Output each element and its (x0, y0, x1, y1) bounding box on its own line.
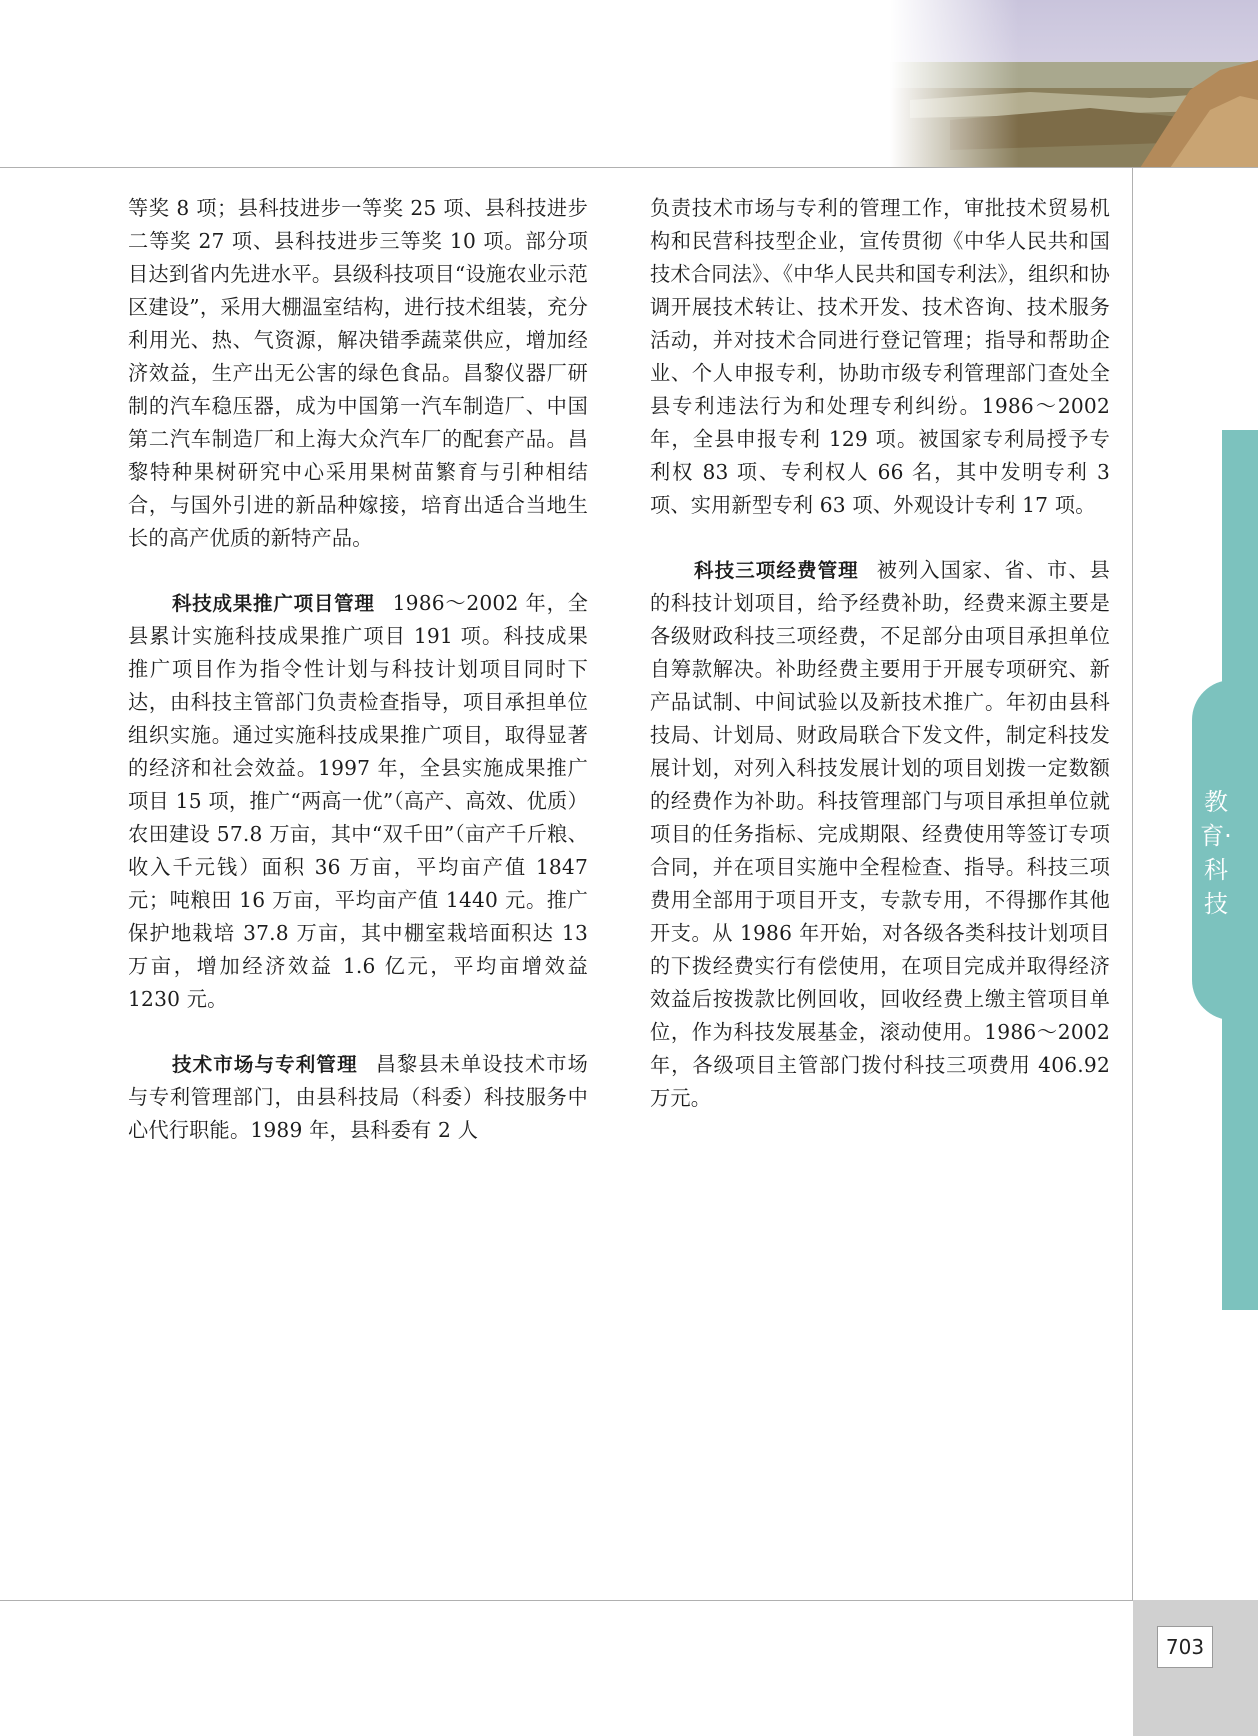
section-heading: 科技三项经费管理 (694, 559, 859, 582)
top-frame-line (0, 167, 1258, 168)
section-body: 1986～2002 年，全县累计实施科技成果推广项目 191 项。科技成果推广项目作为指令性计划与科技计划项目同时下达，由科技主管部门负责检查指导，项目承担单位组织实施。通过实施科技成果推广项目，取得显著的经济和社会效益。1997 年，全县实施成果推广项目 15 项，推广“两高一优”（高产、高效、优质）农田建设 57.8 万亩，其中“双千田”（亩产千斤粮、收入千元钱）面积 36 万亩，平均亩产值 1847 元；吨粮田 16 万亩，平均亩产值 1440 元。推广保护地栽培 37.8 万亩，其中棚室栽培面积达 13 万亩，增加经济效益 1.6 亿元，平均亩增效益 1230 元。 (128, 591, 588, 1011)
left-text-column (128, 192, 588, 1179)
section-body: 被列入国家、省、市、县的科技计划项目，给予经费补助，经费来源主要是各级财政科技三项经费，不足部分由项目承担单位自筹款解决。补助经费主要用于开展专项研究、新产品试制、中间试验以及新技术推广。年初由县科技局、计划局、财政局联合下发文件，制定科技发展计划，对列入科技发展计划的项目划拨一定数额的经费作为补助。科技管理部门与项目承担单位就项目的任务指标、完成期限、经费使用等签订专项合同，并在项目实施中全程检查、指导。科技三项费用全部用于项目开支，专款专用，不得挪作其他开支。从 1986 年开始，对各级各类科技计划项目的下拨经费实行有偿使用，在项目完成并取得经济效益后按拨款比例回收，回收经费上缴主管项目单位，作为科技发展基金，滚动使用。1986～2002 年，各级项目主管部门拨付科技三项费用 406.92 万元。 (650, 558, 1111, 1110)
section-body: 昌黎县未单设技术市场与专利管理部门，由县科技局（科委）科技服务中心代行职能。1989 年，县科委有 2 人 (128, 1052, 588, 1142)
page-number: 703 (1157, 1626, 1213, 1668)
section-paragraph (128, 1048, 588, 1147)
section-paragraph (650, 554, 1110, 1115)
paragraph: 负责技术市场与专利的管理工作，审批技术贸易机构和民营科技型企业，宣传贯彻《中华人民共和国技术合同法》、《中华人民共和国专利法》，组织和协调开展技术转让、技术开发、技术咨询、技术服务活动，并对技术合同进行登记管理；指导和帮助企业、个人申报专利，协助市级专利管理部门查处全县专利违法行为和处理专利纠纷。1986～2002 年，全县申报专利 129 项。被国家专利局授予专利权 83 项、专利权人 66 名，其中发明专利 3 项、实用新型专利 63 项、外观设计专利 17 项。 (650, 196, 1110, 517)
bottom-frame-line (0, 1600, 1133, 1601)
footer-gray-block (1133, 1600, 1258, 1736)
section-heading: 科技成果推广项目管理 (172, 592, 375, 615)
paragraph: 等奖 8 项；县科技进步一等奖 25 项、县科技进步二等奖 27 项、县科技进步三等奖 10 项。部分项目达到省内先进水平。县级科技项目“设施农业示范区建设”，采用大棚温室结构，进行技术组装，充分利用光、热、气资源，解决错季蔬菜供应，增加经济效益，生产出无公害的绿色食品。昌黎仪器厂研制的汽车稳压器，成为中国第一汽车制造厂、中国第二汽车制造厂和上海大众汽车厂的配套产品。昌黎特种果树研究中心采用果树苗繁育与引种相结合，与国外引进的新品种嫁接，培育出适合当地生长的高产优质的新特产品。 (128, 196, 588, 550)
section-paragraph (128, 587, 588, 1016)
chapter-side-label: 教育·科技 (1200, 788, 1232, 918)
right-frame-line (1132, 167, 1133, 1601)
header-landscape-photo (890, 0, 1258, 168)
right-text-column (650, 192, 1110, 1147)
section-heading: 技术市场与专利管理 (172, 1053, 358, 1076)
